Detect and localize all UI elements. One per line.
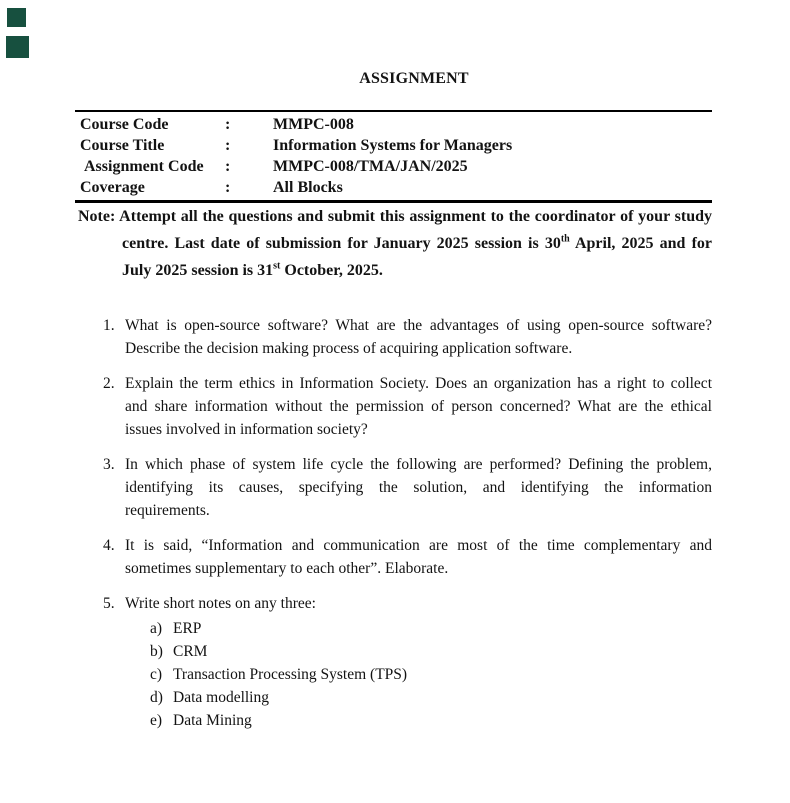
note-line-1: Note: Attempt all the questions and submit this assignment to the coordinator of your study [78,208,712,225]
subitem-a-marker: a) [150,620,163,637]
question-3-text [125,453,712,522]
submission-note [78,203,712,284]
note-line-3-tail: October, 2025. [280,262,383,279]
subitem-crm [150,640,712,663]
assignment-code-label: Assignment Code [84,158,204,175]
question-1-number: 1. [103,317,115,334]
question-1-text [125,314,712,360]
question-2 [103,372,712,441]
subitem-c-marker: c) [150,666,163,683]
course-title-value: Information Systems for Managers [273,137,513,154]
question-4-number: 4. [103,537,115,554]
assignment-code-value: MMPC-008/TMA/JAN/2025 [273,158,468,175]
question-3 [103,453,712,522]
subitem-b-text: CRM [173,643,208,660]
colon-separator: : [225,179,231,196]
question-5-subitems [150,617,712,732]
question-3-line-3: requirements. [125,502,210,519]
question-3-line-1: In which phase of system life cycle the following are performed? Defining the problem, [125,456,712,473]
note-line-2-tail: April, 2025 and for [569,235,712,252]
course-header-table [75,110,712,203]
question-2-line-2: and share information without the permission of person concerned? What are the ethical [125,398,712,415]
colon-separator: : [225,116,231,133]
colon-separator: : [225,158,231,175]
table-row-coverage [75,177,712,198]
subitem-a-text: ERP [173,620,202,637]
subitem-e-marker: e) [150,712,163,729]
course-code-value: MMPC-008 [273,116,354,133]
note-line-3 [78,257,712,284]
table-row-course-title [75,135,712,156]
question-5-number: 5. [103,595,115,612]
page-title: ASSIGNMENT [359,70,469,87]
question-5 [103,592,712,732]
table-row-assignment-code [75,156,712,177]
question-2-text [125,372,712,441]
coverage-label: Coverage [80,179,145,196]
question-2-line-1: Explain the term ethics in Information Society. Does an organization has a right to collect [125,375,712,392]
question-4-line-1: It is said, “Information and communication are most of the time complementary and [125,537,712,554]
note-line-3-text: July 2025 session is 31 [122,262,274,279]
ordinal-suffix: th [560,233,570,245]
subitem-b-marker: b) [150,643,163,660]
question-2-number: 2. [103,375,115,392]
subitem-e-text: Data Mining [173,712,252,729]
question-4 [103,534,712,580]
question-1-line-1: What is open-source software? What are the advantages of using open-source software? [125,317,712,334]
ordinal-suffix: st [273,260,281,272]
question-4-line-2: sometimes supplementary to each other”. Elaborate. [125,560,449,577]
coverage-value: All Blocks [273,179,343,196]
question-2-line-3: issues involved in information society? [125,421,368,438]
question-4-text [125,534,712,580]
subitem-tps [150,663,712,686]
subitem-data-modelling [150,686,712,709]
question-1-line-2: Describe the decision making process of acquiring application software. [125,340,573,357]
subitem-d-text: Data modelling [173,689,269,706]
question-3-line-2: identifying its causes, specifying the solution, and identifying the information [125,479,712,496]
question-5-line-1: Write short notes on any three: [125,595,316,612]
course-title-label: Course Title [80,137,165,154]
table-row-course-code [75,114,712,135]
note-line-2 [78,230,712,257]
question-5-text [125,592,712,732]
course-code-label: Course Code [80,116,169,133]
note-line-2-text: centre. Last date of submission for January 2025 session is 30 [122,235,561,252]
subitem-d-marker: d) [150,689,163,706]
subitem-c-text: Transaction Processing System (TPS) [173,666,408,683]
scan-artifact-mark-top [7,8,26,27]
subitem-data-mining [150,709,712,732]
question-3-number: 3. [103,456,115,473]
subitem-erp [150,617,712,640]
question-1 [103,314,712,360]
questions-list [103,314,712,732]
scan-artifact-mark-bottom [6,36,29,58]
colon-separator: : [225,137,231,154]
